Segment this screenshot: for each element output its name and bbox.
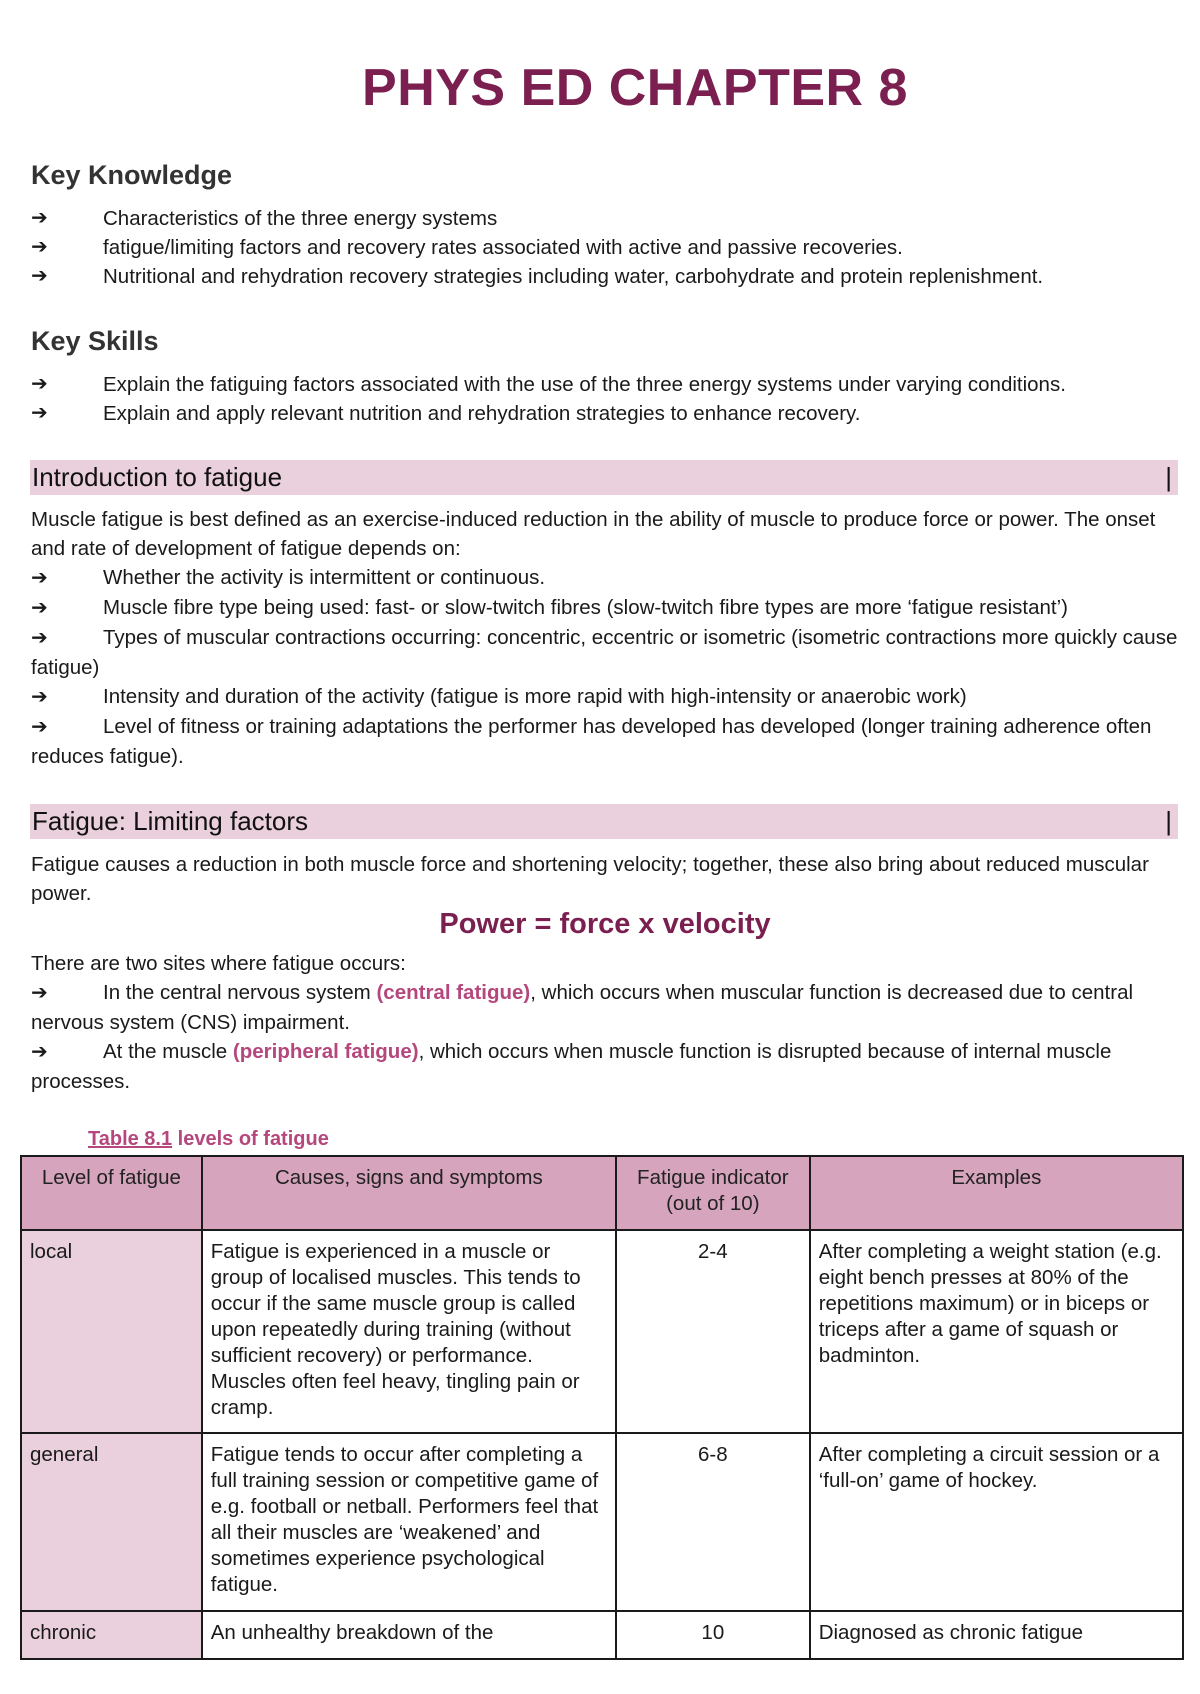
list-item: ➔ Characteristics of the three energy systems	[31, 204, 1181, 233]
arrow-icon: ➔	[31, 982, 48, 1004]
key-knowledge-list	[31, 204, 1181, 291]
examples-cell: After completing a circuit session or a ‘full-on’ game of hockey.	[810, 1433, 1183, 1611]
arrow-icon: ➔	[31, 402, 48, 424]
intro-body	[31, 505, 1181, 771]
sites-intro: There are two sites where fatigue occurs:	[31, 952, 406, 975]
examples-cell: Diagnosed as chronic fatigue	[810, 1611, 1183, 1659]
arrow-icon: ➔	[31, 567, 48, 589]
fatigue-sites	[31, 949, 1181, 1096]
key-skills-heading: Key Skills	[31, 326, 159, 356]
peripheral-fatigue-term: (peripheral fatigue)	[232, 1040, 419, 1063]
level-cell: general	[21, 1433, 202, 1611]
limiting-paragraph: Fatigue causes a reduction in both muscle force and shortening velocity; together, these also bring about reduced muscular power.	[31, 853, 1149, 905]
section-heading-intro: Introduction to fatigue |	[30, 460, 1178, 495]
list-item: ➔ Explain and apply relevant nutrition and rehydration strategies to enhance recovery.	[31, 399, 1181, 428]
list-item: ➔ Intensity and duration of the activity (fatigue is more rapid with high-intensity or anaerobic work)	[31, 682, 1181, 712]
column-header: Level of fatigue	[21, 1156, 202, 1230]
causes-cell: Fatigue is experienced in a muscle or group of localised muscles. This tends to occur if the same muscle group is called upon repeatedly during training (without sufficient recovery) or performance. Muscles often feel heavy, tingling pain or cramp.	[202, 1230, 616, 1433]
arrow-icon: ➔	[31, 265, 48, 287]
indicator-cell: 10	[616, 1611, 810, 1659]
list-item: ➔ Types of muscular contractions occurring: concentric, eccentric or isometric (isometric contractions more quickly cause fatigue)	[31, 626, 1178, 679]
power-formula: Power = force x velocity	[439, 908, 771, 940]
fatigue-levels-table	[20, 1155, 1184, 1660]
table-row	[21, 1230, 1183, 1433]
arrow-icon: ➔	[31, 236, 48, 258]
list-item: ➔ At the muscle (peripheral fatigue), which occurs when muscle function is disrupted because of internal muscle processes.	[31, 1040, 1112, 1093]
table-row	[21, 1433, 1183, 1611]
table-header-row	[21, 1156, 1183, 1230]
central-fatigue-term: (central fatigue)	[376, 981, 531, 1004]
list-item: ➔ Explain the fatiguing factors associated with the use of the three energy systems under varying conditions.	[31, 370, 1181, 399]
column-header: Fatigue indicator (out of 10)	[616, 1156, 810, 1230]
examples-cell: After completing a weight station (e.g. eight bench presses at 80% of the repetitions maximum) or in biceps or triceps after a game of squash or badminton.	[810, 1230, 1183, 1433]
intro-paragraph: Muscle fatigue is best defined as an exercise-induced reduction in the ability of muscle to produce force or power. The onset and rate of development of fatigue depends on:	[31, 508, 1156, 560]
arrow-icon: ➔	[31, 716, 48, 738]
column-header: Examples	[810, 1156, 1183, 1230]
causes-cell: Fatigue tends to occur after completing a full training session or competitive game of e.g. football or netball. Performers feel that all their muscles are ‘weakened’ and sometimes experience psychological fatigue.	[202, 1433, 616, 1611]
heading-bar: |	[1165, 462, 1172, 492]
arrow-icon: ➔	[31, 627, 48, 649]
key-knowledge-heading: Key Knowledge	[31, 160, 233, 190]
column-header: Causes, signs and symptoms	[202, 1156, 616, 1230]
causes-cell: An unhealthy breakdown of the	[202, 1611, 616, 1659]
list-item: ➔ In the central nervous system (central fatigue), which occurs when muscular function is decreased due to central nervous system (CNS) impairment.	[31, 981, 1134, 1034]
indicator-cell: 6-8	[616, 1433, 810, 1611]
intro-list	[31, 563, 1181, 771]
table-caption: Table 8.1 levels of fatigue	[88, 1128, 329, 1150]
list-item: ➔ Muscle fibre type being used: fast- or slow-twitch fibres (slow-twitch fibre types are more ‘fatigue resistant’)	[31, 593, 1181, 623]
level-cell: chronic	[21, 1611, 202, 1659]
list-item: ➔ fatigue/limiting factors and recovery rates associated with active and passive recoveries.	[31, 233, 1181, 262]
arrow-icon: ➔	[31, 686, 48, 708]
arrow-icon: ➔	[31, 597, 48, 619]
arrow-icon: ➔	[31, 373, 48, 395]
list-item: ➔ Level of fitness or training adaptations the performer has developed has developed (longer training adherence often reduces fatigue).	[31, 715, 1152, 768]
table-ref-link[interactable]: Table 8.1	[88, 1128, 173, 1150]
heading-bar: |	[1165, 806, 1172, 836]
level-cell: local	[21, 1230, 202, 1433]
table-row	[21, 1611, 1183, 1659]
section-heading-limiting: Fatigue: Limiting factors |	[30, 804, 1178, 839]
arrow-icon: ➔	[31, 1041, 48, 1063]
list-item: ➔ Nutritional and rehydration recovery strategies including water, carbohydrate and protein replenishment.	[31, 262, 1181, 291]
list-item: ➔ Whether the activity is intermittent or continuous.	[31, 563, 1181, 593]
indicator-cell: 2-4	[616, 1230, 810, 1433]
page-title: PHYS ED CHAPTER 8	[362, 59, 908, 117]
arrow-icon: ➔	[31, 207, 48, 229]
key-skills-list	[31, 370, 1181, 428]
